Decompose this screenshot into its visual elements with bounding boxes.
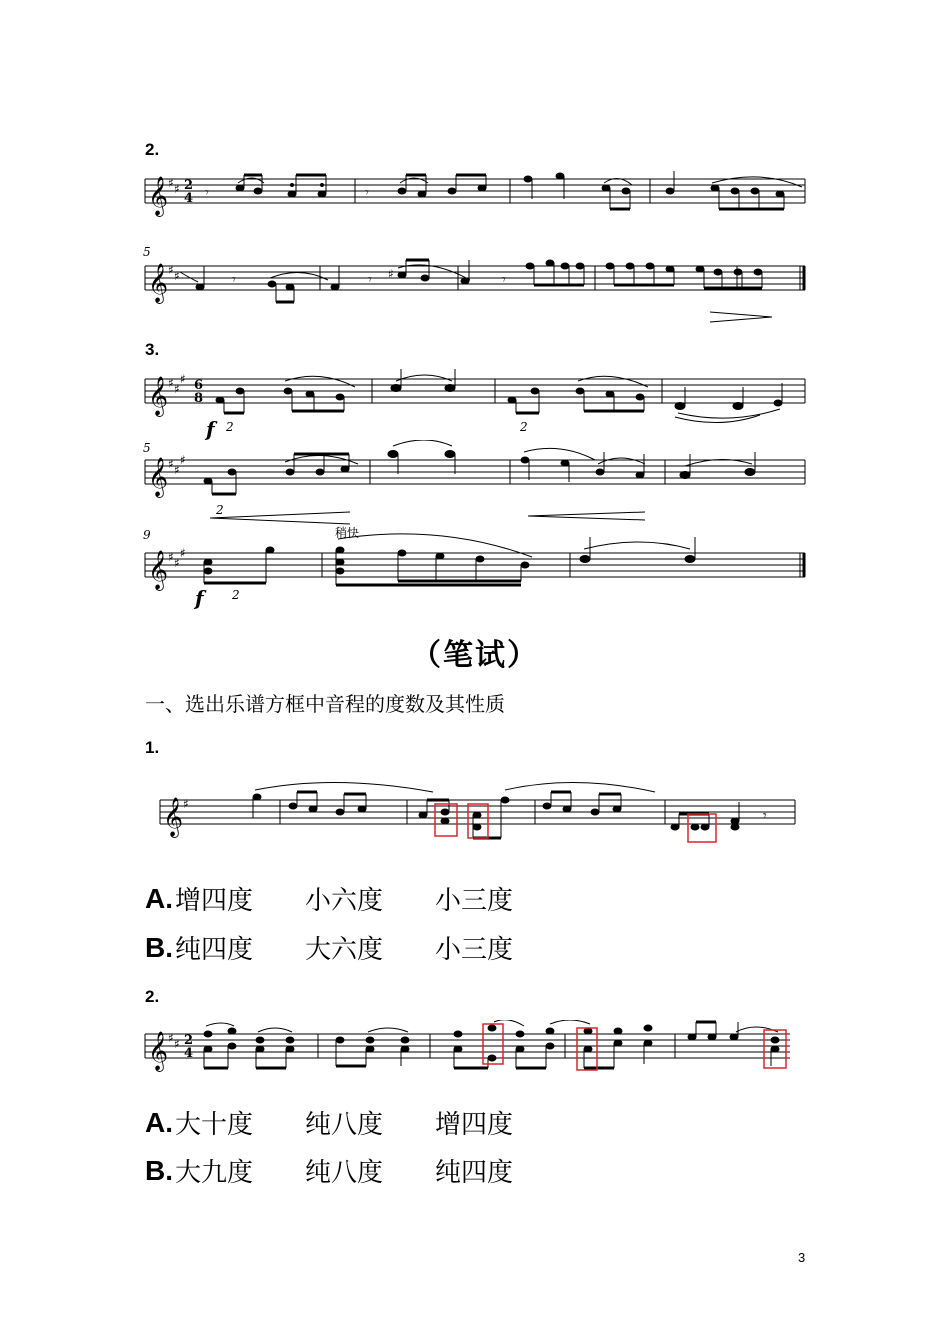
option-answer: 增四度	[435, 1110, 514, 1140]
question-text: 一、选出乐谱方框中音程的度数及其性质	[145, 692, 505, 716]
music-staff	[140, 525, 810, 615]
option-b[interactable]	[145, 1152, 565, 1189]
svg-text:𝄾: 𝄾	[502, 272, 506, 288]
time-signature-bottom: 4	[184, 1046, 194, 1061]
svg-text:♯: ♯	[168, 376, 174, 390]
option-answer: 小三度	[435, 886, 514, 916]
option-answer: 增四度	[175, 886, 254, 916]
dynamic-marking: f	[206, 417, 215, 440]
svg-text:♯: ♯	[174, 269, 180, 283]
option-answer: 小六度	[305, 886, 384, 916]
option-answer: 小三度	[435, 935, 514, 965]
svg-text:♯: ♯	[174, 382, 180, 396]
option-a[interactable]	[145, 880, 565, 917]
exercise-number: 2.	[145, 140, 160, 159]
exercise-number: 3.	[145, 340, 160, 359]
section-title: （笔试）	[411, 638, 539, 673]
time-signature-top: 2	[184, 1033, 194, 1048]
svg-text:2: 2	[232, 588, 240, 602]
music-staff	[140, 1020, 810, 1090]
option-answer: 纯四度	[435, 1158, 514, 1188]
option-answer: 大十度	[175, 1110, 254, 1140]
time-signature-top: 2	[184, 178, 194, 193]
option-b[interactable]	[145, 929, 565, 966]
svg-text:♯: ♯	[168, 176, 174, 190]
music-staff	[155, 770, 805, 850]
svg-text:𝄾: 𝄾	[232, 272, 236, 288]
svg-text:♯: ♯	[174, 463, 180, 477]
svg-text:♯: ♯	[174, 182, 180, 196]
measure-number: 5	[143, 245, 151, 259]
svg-text:2: 2	[216, 503, 224, 517]
item-number: 1.	[145, 738, 160, 757]
time-signature-top: 6	[194, 378, 204, 393]
option-a[interactable]	[145, 1104, 565, 1141]
svg-text:𝄞: 𝄞	[148, 376, 169, 416]
music-staff	[140, 165, 810, 225]
option-letter: A.	[145, 1106, 173, 1138]
option-answer: 纯四度	[175, 935, 254, 965]
svg-text:𝄾: 𝄾	[763, 808, 767, 824]
item-number: 2.	[145, 987, 160, 1006]
interval-highlight-box	[468, 804, 488, 838]
time-signature-bottom: 4	[184, 191, 194, 206]
svg-text:𝄾: 𝄾	[205, 185, 209, 201]
svg-text:𝄾: 𝄾	[368, 272, 372, 288]
svg-text:𝄞: 𝄞	[148, 550, 169, 590]
svg-text:𝄞: 𝄞	[163, 797, 184, 837]
measure-number: 9	[143, 528, 151, 542]
fingering: 2	[226, 420, 234, 434]
option-answer: 纯八度	[305, 1110, 384, 1140]
svg-text:f: f	[195, 586, 204, 610]
option-letter: B.	[145, 931, 173, 963]
svg-text:𝄞: 𝄞	[148, 1031, 169, 1071]
option-answer: 大九度	[175, 1158, 254, 1188]
svg-text:♯: ♯	[174, 556, 180, 570]
tempo-marking: 稍快	[335, 526, 360, 540]
music-staff	[140, 365, 810, 440]
music-staff	[140, 240, 810, 330]
svg-text:𝄾: 𝄾	[365, 185, 369, 201]
svg-text:♯: ♯	[174, 1037, 180, 1051]
option-letter: B.	[145, 1154, 173, 1186]
svg-text:2: 2	[520, 420, 528, 434]
svg-text:♯: ♯	[180, 453, 186, 467]
measure-number: 5	[143, 441, 151, 455]
time-signature-bottom: 8	[194, 391, 204, 406]
option-letter: A.	[145, 882, 173, 914]
svg-text:♯: ♯	[168, 457, 174, 471]
option-answer: 大六度	[305, 935, 384, 965]
page-number: 3	[798, 1250, 806, 1265]
svg-text:♯: ♯	[388, 267, 394, 281]
svg-text:♯: ♯	[183, 797, 189, 811]
svg-text:𝄞: 𝄞	[148, 263, 169, 303]
svg-text:♯: ♯	[168, 1031, 174, 1045]
svg-text:♯: ♯	[168, 550, 174, 564]
treble-clef-icon: 𝄞	[148, 176, 169, 216]
svg-text:♯: ♯	[180, 372, 186, 386]
svg-text:𝄞: 𝄞	[148, 457, 169, 497]
svg-text:♯: ♯	[180, 546, 186, 560]
music-staff	[140, 440, 810, 530]
option-answer: 纯八度	[305, 1158, 384, 1188]
svg-text:♯: ♯	[168, 263, 174, 277]
